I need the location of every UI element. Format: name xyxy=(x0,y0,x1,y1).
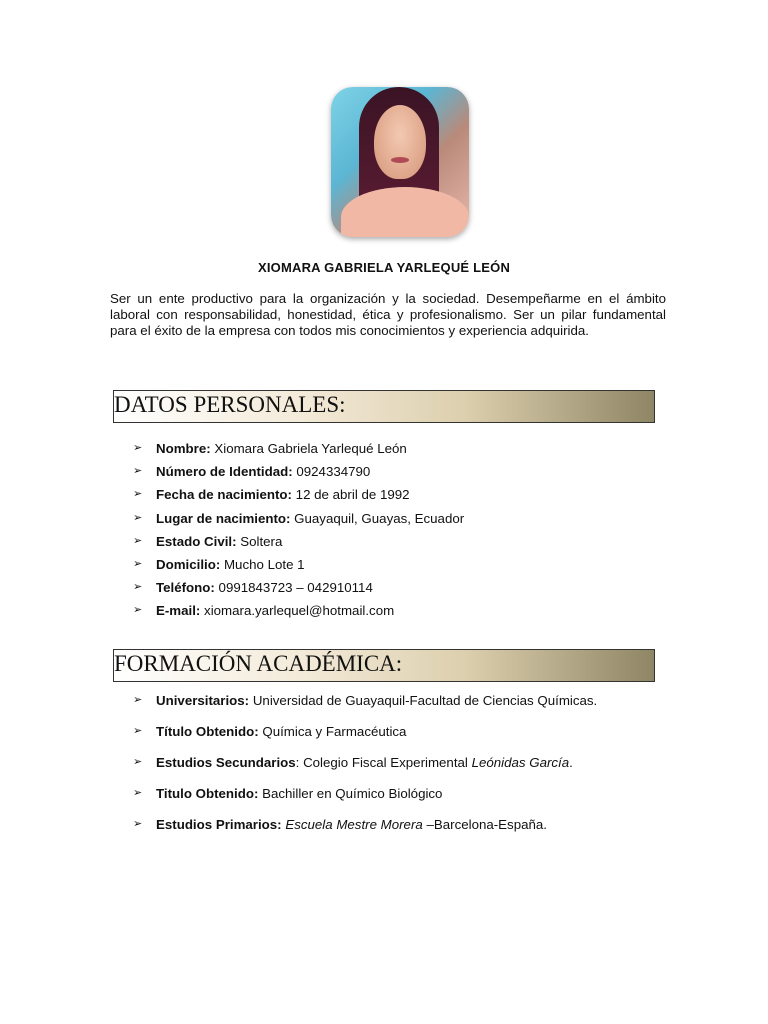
arrowhead-bullet-icon: ➢ xyxy=(133,442,143,454)
photo-shirt xyxy=(341,187,469,237)
objective-paragraph: Ser un ente productivo para la organización y la sociedad. Desempeñarme en el ámbito laboral con responsabilidad, honestidad, ética y profesionalismo. Ser un pilar fundamental para el éxito de la empresa con todos mis conocimientos y experiencia adquirida. xyxy=(110,291,666,338)
photo-lips xyxy=(391,157,409,163)
section-education xyxy=(113,649,655,682)
arrowhead-bullet-icon: ➢ xyxy=(133,511,143,524)
arrowhead-bullet-icon: ➢ xyxy=(133,465,143,478)
arrowhead-bullet-icon: ➢ xyxy=(133,557,143,570)
candidate-name: XIOMARA GABRIELA YARLEQUÉ LEÓN xyxy=(257,260,511,275)
profile-photo xyxy=(331,87,469,237)
photo-face xyxy=(374,105,426,179)
section-title: FORMACIÓN ACADÉMICA: xyxy=(114,651,403,676)
arrowhead-bullet-icon: ➢ xyxy=(133,725,143,737)
arrowhead-bullet-icon: ➢ xyxy=(133,756,143,768)
arrowhead-bullet-icon: ➢ xyxy=(133,787,143,799)
arrowhead-bullet-icon: ➢ xyxy=(133,488,143,501)
arrowhead-bullet-icon: ➢ xyxy=(133,534,143,547)
arrowhead-bullet-icon: ➢ xyxy=(133,604,143,617)
arrowhead-bullet-icon: ➢ xyxy=(133,694,143,706)
arrowhead-bullet-icon: ➢ xyxy=(133,581,143,594)
section-personal-data xyxy=(113,390,655,423)
arrowhead-bullet-icon: ➢ xyxy=(133,818,143,830)
section-title: DATOS PERSONALES: xyxy=(114,392,346,417)
